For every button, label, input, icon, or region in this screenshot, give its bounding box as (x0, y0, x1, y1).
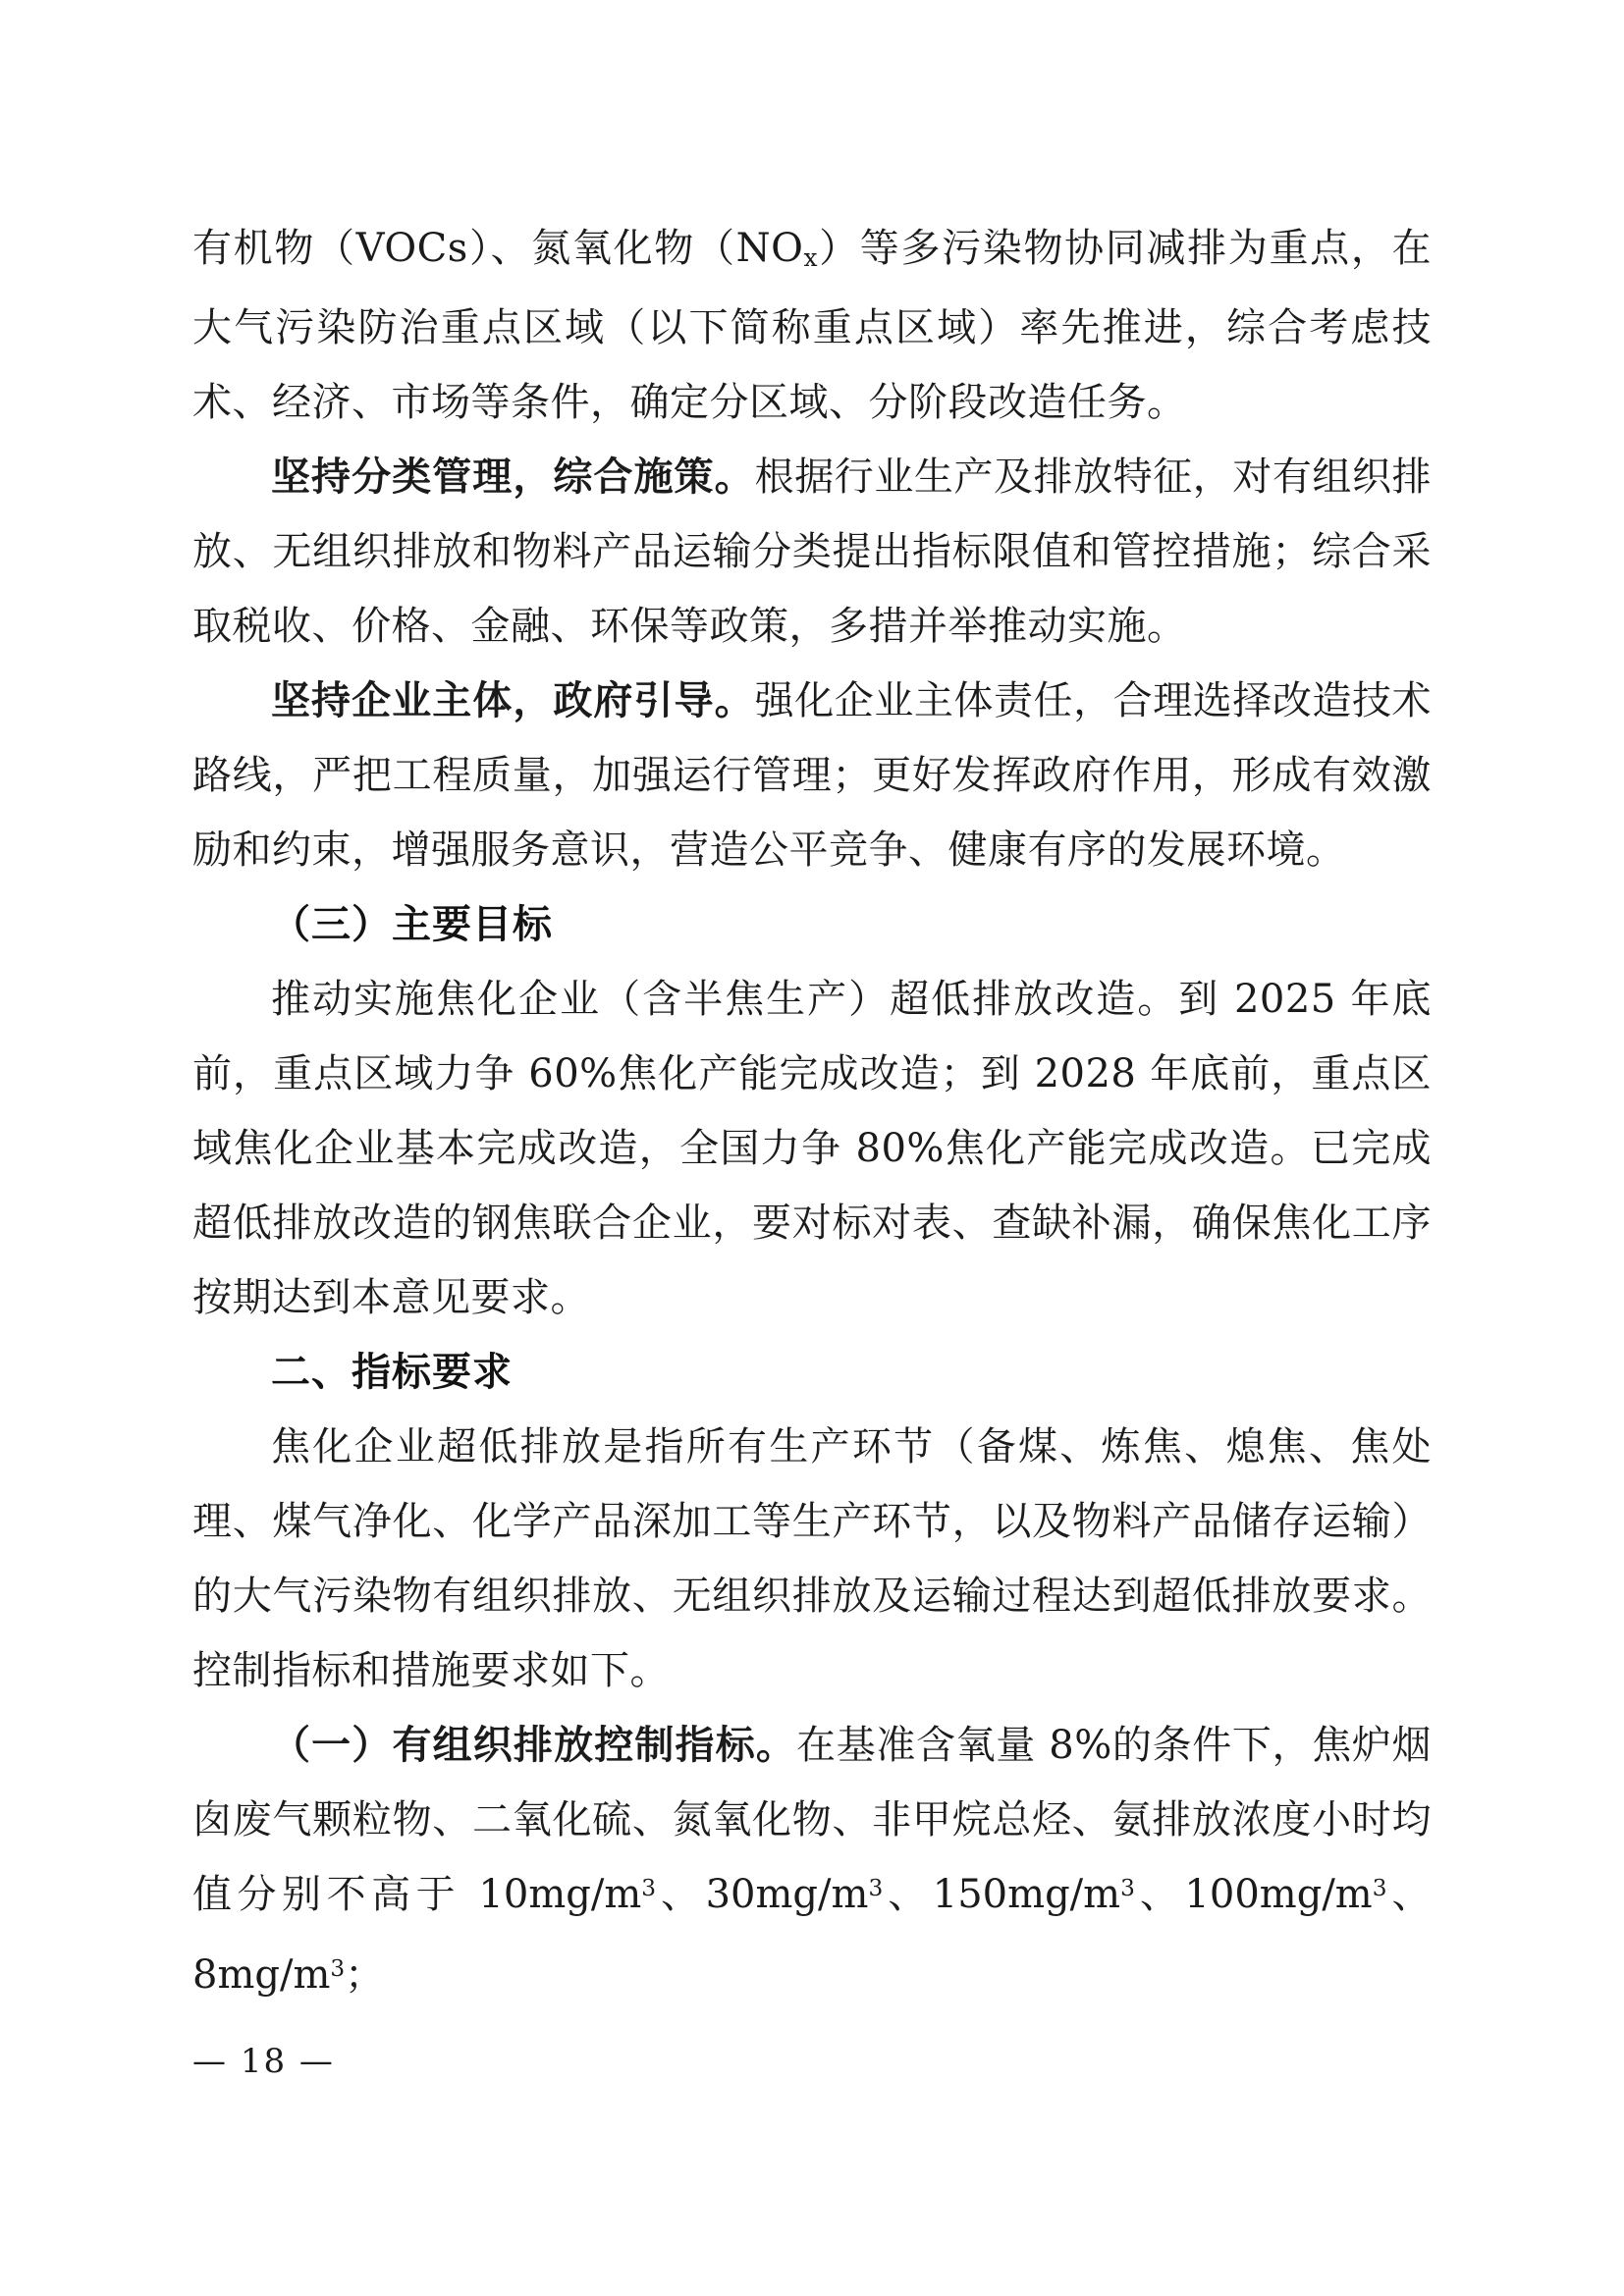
value-unit: mg/m (217, 1952, 331, 1998)
emission-value-2 (706, 1872, 884, 1917)
text-run: 有机物（VOCs）、氮氧化物（NO (192, 226, 804, 271)
paragraph-body: 根据行业生产及排放特征，对有组织排放、无组织排放和物料产品运输分类提出指标限值和管控措施；综合采取税收、价格、金融、环保等政策，多措并举推动实施。 (192, 454, 1433, 649)
value-unit: mg/m (755, 1872, 869, 1917)
value-exponent: 3 (868, 1874, 884, 1901)
separator: 、 (1134, 1872, 1185, 1917)
separator: 、 (883, 1872, 933, 1917)
footer-dash-left: — (192, 2042, 228, 2081)
paragraph-body: 在基准含氧量 8%的条件下，焦炉烟囱废气颗粒物、二氧化硫、氮氧化物、非甲烷总烃、氨排放浓度小时均值分别不高于 (192, 1723, 1433, 1917)
subscript-x: x (803, 243, 818, 273)
text-run: ）等多污染物协同减排为重点，在大气污染防治重点区域（以下简称重点区域）率先推进，综合考虑技术、经济、市场等条件，确定分区域、分阶段改造任务。 (192, 226, 1433, 425)
terminator: ； (345, 1952, 385, 1998)
paragraph-lead: 坚持分类管理，综合施策。 (271, 454, 755, 500)
value-number: 10 (478, 1872, 529, 1917)
value-unit: mg/m (1259, 1872, 1373, 1917)
paragraph-body: 强化企业主体责任，合理选择改造技术路线，严把工程质量，加强运行管理；更好发挥政府作用，形成有效激励和约束，增强服务意识，营造公平竞争、健康有序的发展环境。 (192, 678, 1433, 873)
page-footer (192, 2040, 1432, 2083)
paragraph-classified-management (192, 440, 1432, 664)
paragraph-enterprise-responsibility (192, 664, 1432, 887)
value-unit: mg/m (528, 1872, 642, 1917)
value-number: 8 (192, 1952, 218, 1998)
page-content (192, 211, 1432, 2018)
value-exponent: 3 (330, 1954, 346, 1982)
value-unit: mg/m (1007, 1872, 1121, 1917)
emission-value-5 (192, 1952, 345, 1998)
paragraph-vocs-continuation (192, 211, 1432, 440)
paragraph-lead: 坚持企业主体，政府引导。 (271, 677, 755, 723)
value-exponent: 3 (1372, 1874, 1387, 1901)
separator: 、 (656, 1872, 706, 1917)
heading-main-objectives: （三）主要目标 (271, 901, 553, 947)
emission-value-1 (478, 1872, 656, 1917)
value-number: 30 (705, 1872, 756, 1917)
separator: 、 (1386, 1872, 1433, 1917)
emission-value-3 (933, 1872, 1135, 1917)
page-number: 18 (240, 2042, 288, 2081)
value-exponent: 3 (641, 1874, 657, 1901)
emission-value-4 (1184, 1872, 1386, 1917)
footer-dash-right: — (298, 2042, 335, 2081)
value-number: 150 (932, 1872, 1008, 1917)
paragraph-lead: （一）有组织排放控制指标。 (271, 1722, 797, 1768)
paragraph-main-objectives: 推动实施焦化企业（含半焦生产）超低排放改造。到 2025 年底前，重点区域力争 60%焦化产能完成改造；到 2028 年底前，重点区域焦化企业基本完成改造，全国力争 80%焦化产能完成改造。已完成超低排放改造的钢焦联合企业，要对标对表、查缺补漏，确保焦化工序按期达到本意见要求。 (192, 977, 1432, 1320)
paragraph-indicator-scope: 焦化企业超低排放是指所有生产环节（备煤、炼焦、熄焦、焦处理、煤气净化、化学产品深加工等生产环节，以及物料产品储存运输）的大气污染物有组织排放、无组织排放及运输过程达到超低排放要求。控制指标和措施要求如下。 (192, 1424, 1432, 1693)
paragraph-organized-emission (192, 1708, 1432, 2018)
heading-indicator-requirements: 二、指标要求 (271, 1349, 513, 1395)
value-exponent: 3 (1120, 1874, 1135, 1901)
value-number: 100 (1184, 1872, 1260, 1917)
